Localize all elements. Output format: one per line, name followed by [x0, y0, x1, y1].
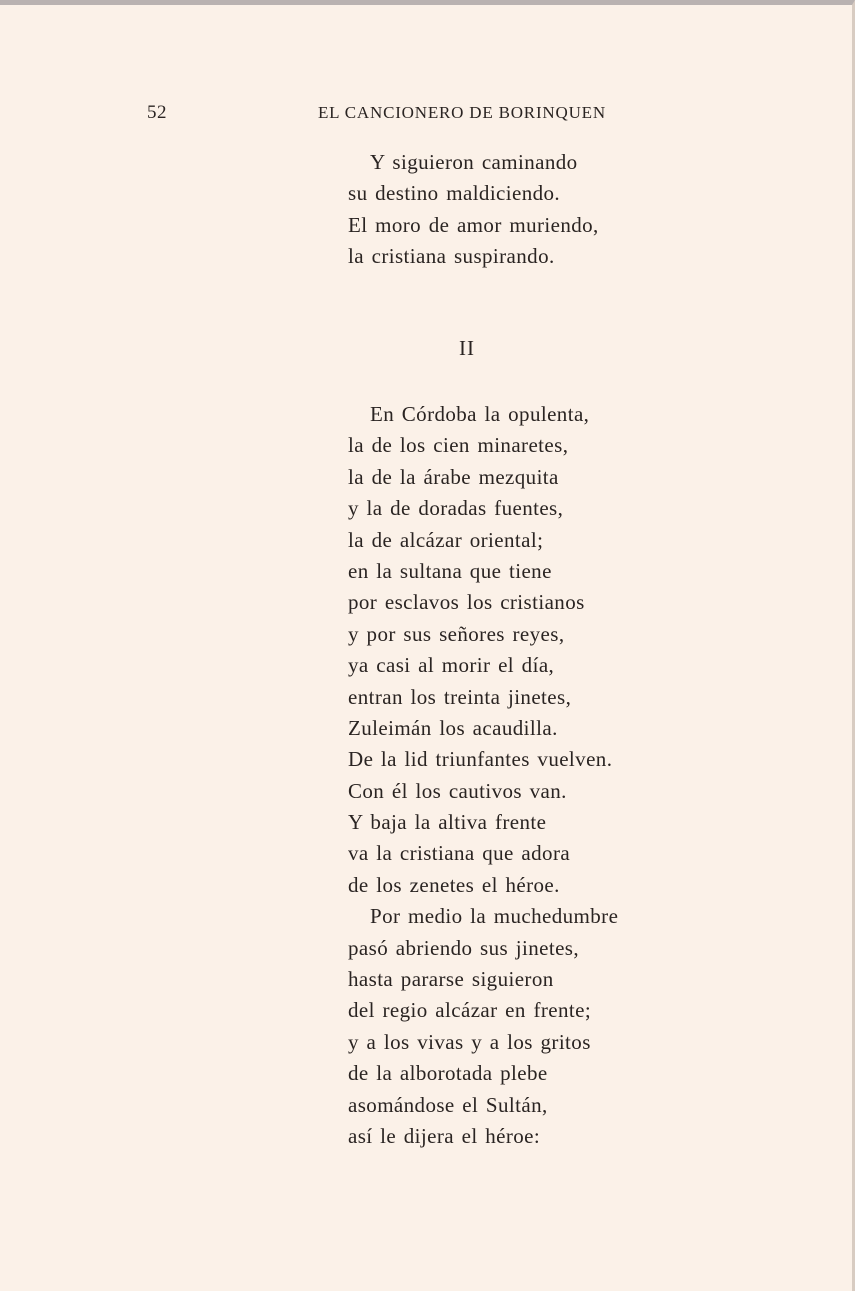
poem-line: así le dijera el héroe: — [348, 1123, 541, 1148]
poem-line: El moro de amor muriendo, — [348, 212, 599, 237]
poem-line: la de alcázar oriental; — [348, 527, 544, 552]
poem-line: la de los cien minaretes, — [348, 433, 569, 458]
poem-line: de la alborotada plebe — [348, 1061, 548, 1086]
poem-line: ya casi al morir el día, — [348, 653, 555, 678]
poem-line: Zuleimán los acaudilla. — [348, 715, 558, 740]
section-numeral: II — [459, 336, 475, 360]
poem-line: entran los treinta jinetes, — [348, 684, 572, 709]
poem-line: pasó abriendo sus jinetes, — [348, 935, 580, 960]
poem-line: y por sus señores reyes, — [348, 621, 565, 646]
poem-line: va la cristiana que adora — [348, 841, 571, 866]
poem-line: Y siguieron caminando — [370, 150, 578, 174]
poem-line: De la lid triunfantes vuelven. — [348, 747, 613, 772]
poem-stanza-2 — [348, 399, 618, 1152]
poem-line: Y baja la altiva frente — [348, 810, 547, 835]
poem-line: de los zenetes el héroe. — [348, 872, 560, 897]
poem-line: la de la árabe mezquita — [348, 464, 559, 489]
poem-line: Por medio la muchedumbre — [370, 904, 619, 929]
poem-line: por esclavos los cristianos — [348, 590, 585, 615]
poem-line: Con él los cautivos van. — [348, 778, 567, 803]
poem-line: su destino maldiciendo. — [348, 181, 561, 206]
running-header-title: EL CANCIONERO DE BORINQUEN — [318, 103, 606, 122]
poem-line: en la sultana que tiene — [348, 558, 552, 583]
poem-line: la cristiana suspirando. — [348, 244, 555, 269]
poem-line: del regio alcázar en frente; — [348, 998, 592, 1023]
poem-line: asomándose el Sultán, — [348, 1092, 548, 1117]
page-number: 52 — [147, 102, 167, 123]
poem-line: hasta pararse siguieron — [348, 967, 554, 992]
poem-line: y la de doradas fuentes, — [348, 496, 564, 521]
poem-stanza-1 — [348, 147, 599, 273]
poem-line: En Córdoba la opulenta, — [370, 402, 590, 426]
poem-line: y a los vivas y a los gritos — [348, 1029, 591, 1054]
